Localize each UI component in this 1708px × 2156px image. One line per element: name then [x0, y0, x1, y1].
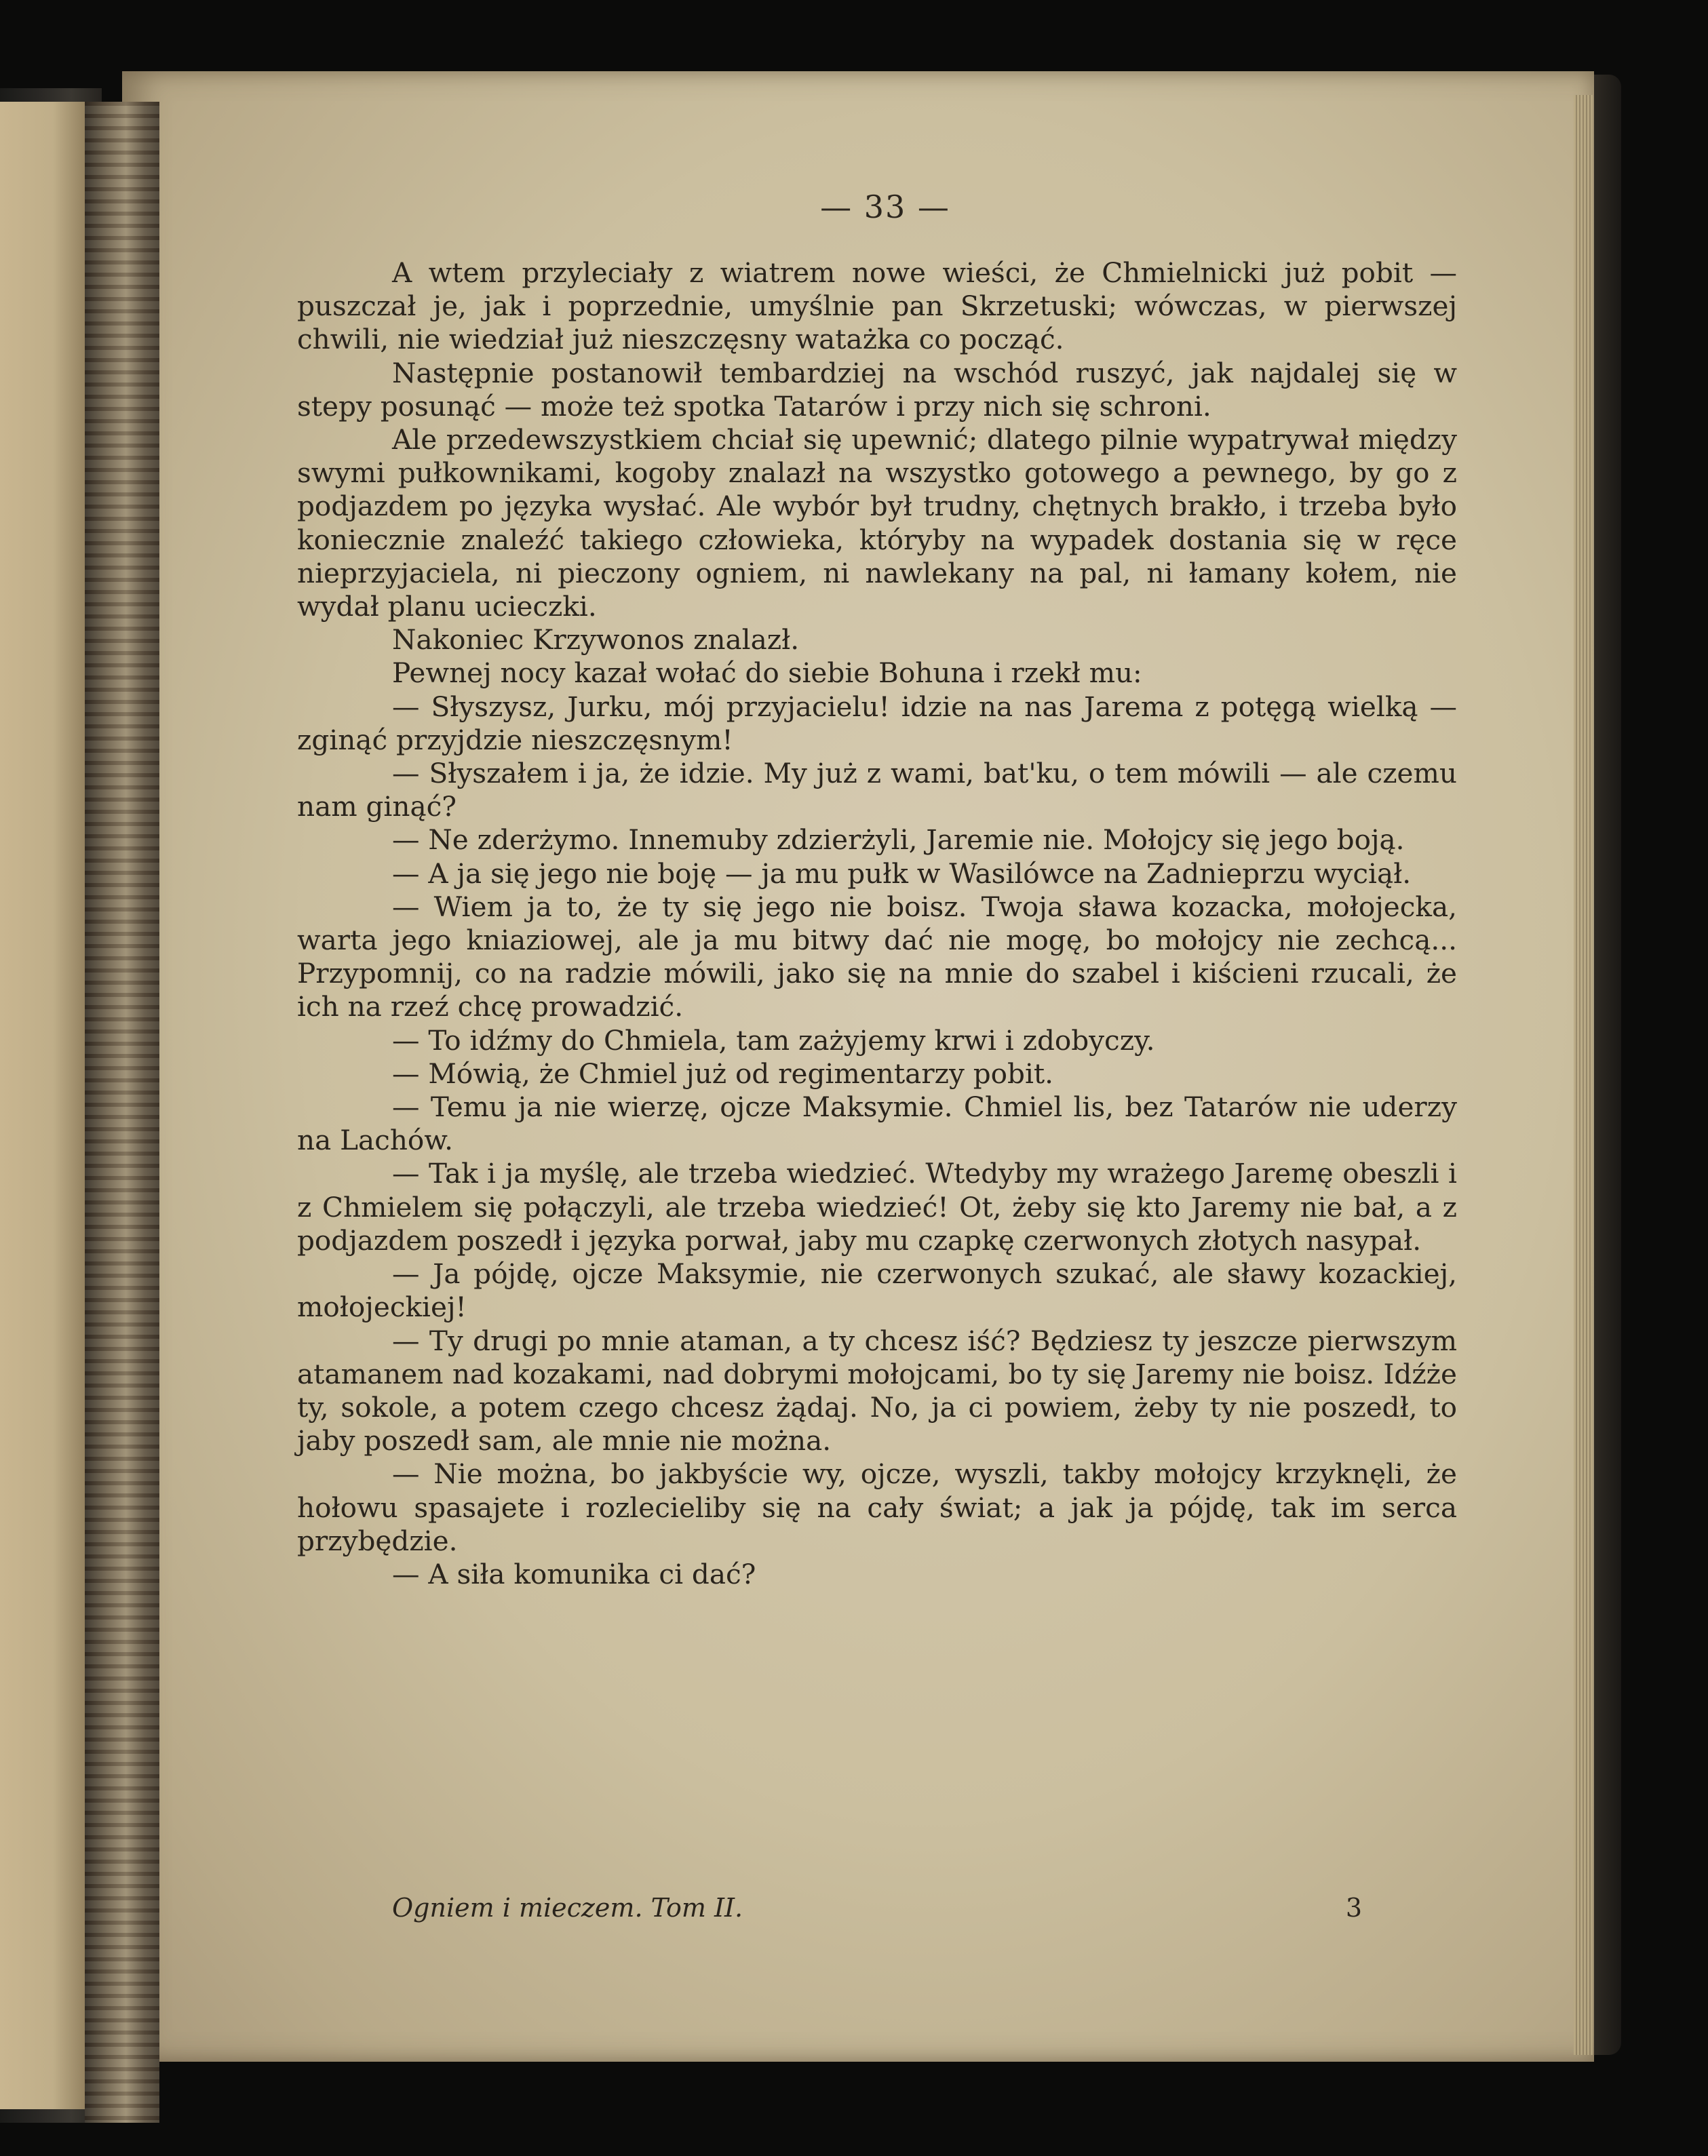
paragraph: — Temu ja nie wierzę, ojcze Maksymie. Chmiel lis, bez Tatarów nie uderzy na Lachów.: [297, 1091, 1457, 1157]
paragraph: — Słyszysz, Jurku, mój przyjacielu! idzie na nas Jarema z potęgą wielką — zginąć przyjdzie nieszczęsnym!: [297, 690, 1457, 756]
footer-signature-mark: 3: [1345, 1893, 1362, 1923]
paragraph: — A ja się jego nie boję — ja mu pułk w Wasilówce na Zadnieprzu wyciął.: [392, 857, 1412, 890]
paragraph: — Wiem ja to, że ty się jego nie boisz. Twoja sława kozacka, mołojecka, warta jego kniaziowej, ale ja mu bitwy dać nie mogę, bo mołojcy nie zechcą... Przypomnij, co na radzie mówili, jako się na mnie do szabel i kiścieni rzucali, że ich na rzeź chcę prowadzić.: [297, 890, 1457, 1023]
body-text: [297, 256, 1457, 1591]
paragraph: — Mówią, że Chmiel już od regimentarzy pobit.: [392, 1057, 1054, 1090]
paragraph: — Tak i ja myślę, ale trzeba wiedzieć. Wtedyby my wrażego Jaremę obeszli i z Chmielem się połączyli, ale trzeba wiedzieć! Ot, żeby się kto Jaremy nie bał, a z podjazdem poszedł i języka porwał, jaby mu czapkę czerwonych złotych nasypał.: [297, 1157, 1457, 1257]
paragraph: Pewnej nocy kazał wołać do siebie Bohuna i rzekł mu:: [392, 656, 1142, 690]
paragraph: Nakoniec Krzywonos znalazł.: [392, 623, 800, 656]
page-stack-edge: [1574, 95, 1593, 2055]
paragraph: — A siła komunika ci dać?: [392, 1557, 756, 1590]
paragraph: Ale przedewszystkiem chciał się upewnić; dlatego pilnie wypatrywał między swymi pułkownikami, kogoby znalazł na wszystko gotowego a pewnego, by go z podjazdem po języka wysłać. Ale wybór był trudny, chętnych brakło, i trzeba było koniecznie znaleźć takiego człowieka, któryby na wypadek dostania się w ręce nieprzyjaciela, ni pieczony ogniem, ni nawlekany na pal, ni łamany kołem, nie wydał planu ucieczki.: [297, 423, 1457, 623]
paragraph: — Ne zderżymo. Innemuby zdzierżyli, Jaremie nie. Mołojcy się jego boją.: [392, 823, 1405, 857]
paragraph: Następnie postanowił tembardziej na wschód ruszyć, jak najdalej się w stepy posunąć — może też spotka Tatarów i przy nich się schroni.: [297, 356, 1457, 423]
paragraph: — Ja pójdę, ojcze Maksymie, nie czerwonych szukać, ale sławy kozackiej, mołojeckiej!: [297, 1257, 1457, 1324]
book-spine: [85, 102, 159, 2123]
paragraph: — To idźmy do Chmiela, tam zażyjemy krwi i zdobyczy.: [392, 1023, 1155, 1057]
paragraph: — Ty drugi po mnie ataman, a ty chcesz iść? Będziesz ty jeszcze pierwszym atamanem nad kozakami, nad dobrymi mołojcami, bo ty się Jaremy nie boisz. Idźże ty, sokole, a potem czego chcesz żądaj. No, ja ci powiem, żeby ty nie poszedł, to jaby poszedł sam, ale mnie nie można.: [297, 1324, 1457, 1457]
page-number: — 33 —: [820, 189, 950, 225]
left-page-edge: [0, 102, 88, 2109]
paragraph: — Nie można, bo jakbyście wy, ojcze, wyszli, takby mołojcy krzyknęli, że hołowu spasajete i rozlecieliby się na cały świat; a jak ja pójdę, tak im serca przybędzie.: [297, 1457, 1457, 1557]
paragraph: A wtem przyleciały z wiatrem nowe wieści, że Chmielnicki już pobit — puszczał je, jak i poprzednie, umyślnie pan Skrzetuski; wówczas, w pierwszej chwili, nie wiedział już nieszczęsny watażka co począć.: [297, 256, 1457, 356]
paragraph: — Słyszałem i ja, że idzie. My już z wami, bat'ku, o tem mówili — ale czemu nam ginąć?: [297, 757, 1457, 823]
page-footer: [297, 1893, 1457, 1931]
footer-book-title: Ogniem i mieczem. Tom II.: [392, 1893, 743, 1923]
